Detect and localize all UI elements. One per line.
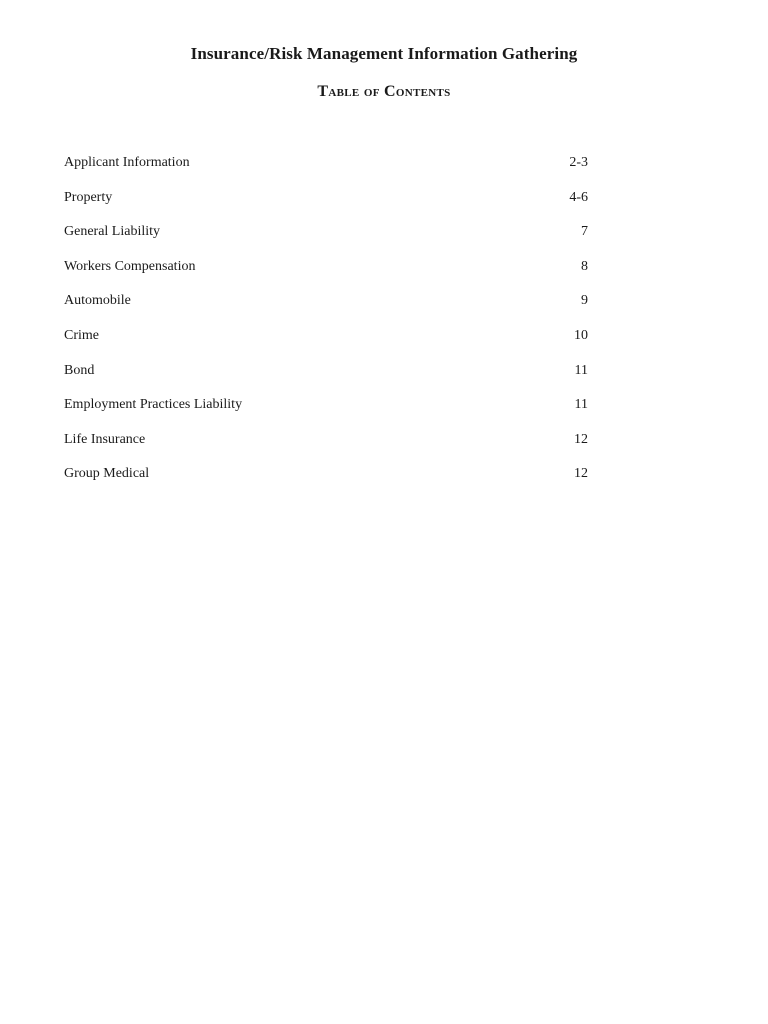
document-title: Insurance/Risk Management Information Gathering [190,44,578,63]
toc-entry-page: 11 [574,397,588,413]
toc-entry-applicant-information [64,152,604,187]
toc-entry-page: 12 [574,466,588,482]
toc-entry-label: General Liability [64,224,161,240]
toc-heading: Table of Contents [317,83,451,100]
toc-entry-label: Property [64,189,113,205]
toc-entry-page: 7 [581,224,588,240]
toc-entry-label: Employment Practices Liability [64,397,243,413]
toc-entry-label: Group Medical [64,466,150,482]
toc-entry-page: 9 [581,293,588,309]
toc-entry-label: Bond [64,362,95,378]
toc-entry-page: 8 [581,258,588,274]
toc-list [64,152,604,498]
toc-entry-page: 4-6 [569,189,588,205]
toc-entry-label: Workers Compensation [64,258,196,274]
toc-entry-page: 2-3 [569,155,588,170]
toc-entry-group-medical [64,463,604,498]
toc-entry-label: Crime [64,327,99,343]
toc-entry-property [64,187,604,222]
toc-entry-page: 11 [574,362,588,378]
toc-entry-general-liability [64,221,604,256]
toc-entry-crime [64,325,604,360]
toc-entry-life-insurance [64,429,604,464]
toc-entry-page: 12 [574,431,588,447]
toc-entry-page: 10 [574,327,588,343]
toc-entry-automobile [64,290,604,325]
toc-entry-label: Applicant Information [64,155,190,170]
toc-entry-label: Automobile [64,293,131,309]
toc-entry-employment-practices-liability [64,394,604,429]
toc-entry-label: Life Insurance [64,431,146,447]
toc-entry-workers-compensation [64,256,604,291]
toc-entry-bond [64,360,604,395]
